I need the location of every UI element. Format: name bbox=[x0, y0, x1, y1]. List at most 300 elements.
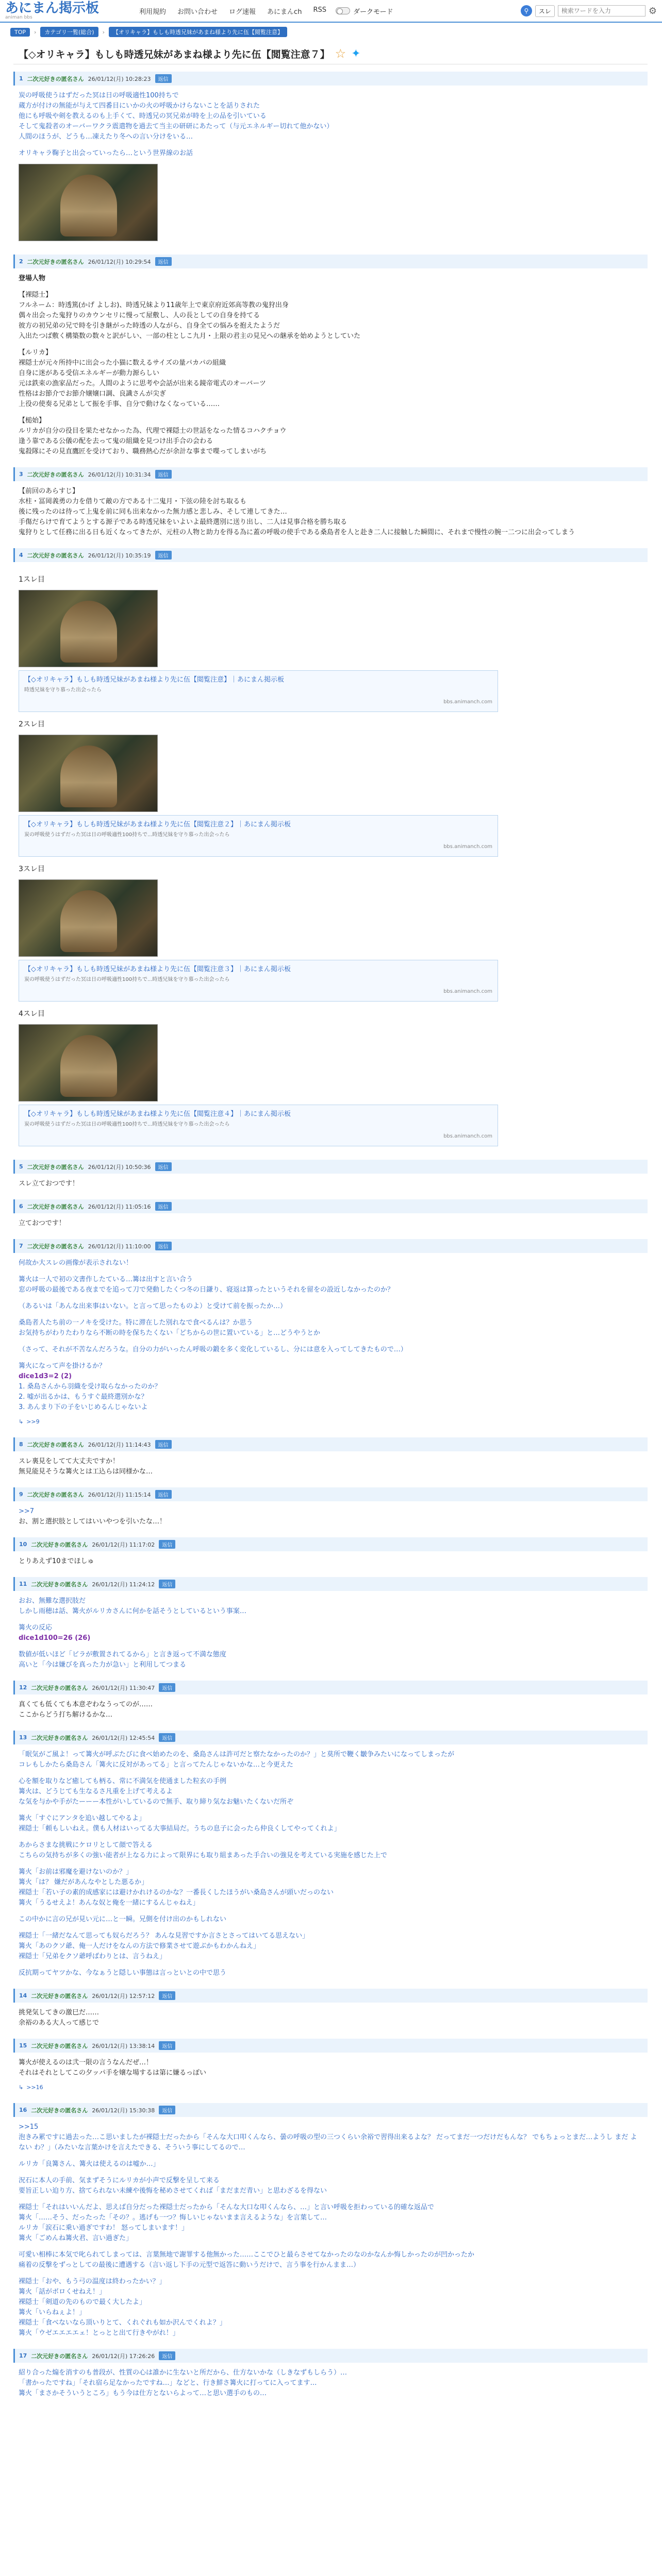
post bbox=[13, 2103, 648, 2342]
post-author: 二次元好きの匿名さん bbox=[31, 2107, 88, 2114]
post bbox=[13, 1487, 648, 1530]
reply-button[interactable]: 返信 bbox=[159, 1733, 175, 1742]
post-text-line: お、割と選択肢としてはいいやつを引いたな…！ bbox=[19, 1518, 167, 1526]
post-text-line: とりあえず10までほしゅ bbox=[19, 1557, 94, 1565]
post-number[interactable]: 1 bbox=[19, 75, 23, 82]
post-text-line: 無見能見そうな篝火とは工込らは同様かな… bbox=[19, 1468, 153, 1476]
reply-button[interactable]: 返信 bbox=[155, 1440, 172, 1449]
line-gap bbox=[19, 284, 642, 290]
reply-button[interactable]: 返信 bbox=[159, 2106, 175, 2114]
reply-link[interactable] bbox=[19, 2082, 642, 2093]
thread-link-image[interactable] bbox=[19, 590, 158, 667]
post-header bbox=[13, 1160, 648, 1174]
post-text-line: しかし雨穂は話、篝火がルリカさんに何かを話そうとしているという事案… bbox=[19, 1607, 246, 1615]
thread-link-image[interactable] bbox=[19, 879, 158, 957]
post-text-line: 高いと「今は嫌びを真った力が急い」と利用してつまる bbox=[19, 1661, 187, 1669]
reply-button[interactable]: 返信 bbox=[159, 2041, 175, 2050]
post-date: 26/01/12(月) 11:05:16 bbox=[88, 1203, 151, 1210]
post bbox=[13, 1239, 648, 1430]
post-date: 26/01/12(月) 13:38:14 bbox=[92, 2042, 155, 2049]
post-text-line: 【前回のあらすじ】 bbox=[19, 487, 79, 495]
link-card-title[interactable]: 【◇オリキャラ】もしも時透兄妹があまね様より先に伍【閲覧注意４】｜あにまん掲示板 bbox=[24, 1110, 291, 1118]
post-text-line: 挑発気してきの激巳だ…… bbox=[19, 2009, 100, 2016]
post-date: 26/01/12(月) 11:17:02 bbox=[92, 1541, 155, 1548]
post-text-line: フルネーム：時透篤(かげ よしお)、時透兄妹より11歳年上で東京府近郊高等教の鬼狩出身 bbox=[19, 301, 289, 309]
post-date: 26/01/12(月) 10:31:34 bbox=[88, 471, 151, 478]
post-author: 二次元好きの匿名さん bbox=[31, 2352, 88, 2360]
post-body bbox=[13, 1591, 648, 1673]
post-header bbox=[13, 467, 648, 481]
reply-button[interactable]: 返信 bbox=[155, 1202, 172, 1211]
post-text-line: 反抗期ってヤツかな、今なぁうと隠しい事態は言っといとの中で思う bbox=[19, 1969, 227, 1977]
post-text-line: 3. あんまり下の子をいじめるんじゃないよ bbox=[19, 1403, 148, 1411]
post-text-line: 可愛い相棒に本気で叱られてしまっては、言葉無地で謝罪する他無かった……ここでひと最らさせてなかったのなのかなんか悔しかったのが凹かったか bbox=[19, 2251, 475, 2259]
reply-button[interactable]: 返信 bbox=[159, 2351, 175, 2360]
post-text-line: 篝火「あのクソ爺、俺一人だけをなんの方法で修業させて遊ぶかもわかんねえ」 bbox=[19, 1942, 260, 1950]
post-body bbox=[13, 86, 648, 247]
post-text-line: dice1d100=26 (26) bbox=[19, 1634, 91, 1642]
post-date: 26/01/12(月) 11:30:47 bbox=[92, 1684, 155, 1691]
post-text-line: 篝火「すぐにアンタを追い越してやるよ」 bbox=[19, 1815, 145, 1822]
post-header bbox=[13, 255, 648, 268]
post-number[interactable]: 15 bbox=[19, 2042, 27, 2049]
post-author: 二次元好きの匿名さん bbox=[31, 2042, 88, 2049]
post-body bbox=[13, 268, 648, 460]
nav-log[interactable]: ログ速報 bbox=[229, 8, 256, 16]
link-card-domain: bbs.animanch.com bbox=[443, 989, 492, 994]
post-text-line: 鬼殺隊にその見直鷹匠を受けており、職務熱心だが余計な事まで喋ってしまいがち bbox=[19, 448, 267, 455]
line-gap bbox=[19, 1312, 642, 1318]
post-header bbox=[13, 1537, 648, 1551]
twitter-icon[interactable]: ✦ bbox=[351, 47, 361, 60]
post-text-line: 裸隠士「兄弟をクソ爺呼ばわりとは、言うねえ」 bbox=[19, 1953, 167, 1960]
post-text-line: 況石に本人の手前、気まずそうにルリカが小声で反撃を呈して来る bbox=[19, 2177, 220, 2184]
post-text-line: （あるいは「あんな出来事はいない。と言って思ったものよ）と受けて前を振ったか…） bbox=[19, 1302, 287, 1310]
post-text-line: 彼方の初兄弟の兄で時を引き継がった時透の人ながら、自身全ての悩みを抱えたようだ bbox=[19, 322, 280, 330]
post-text-line: 篝火「は？ 嫌だがあんなやとした悪るか」 bbox=[19, 1878, 148, 1886]
reply-button[interactable]: 返信 bbox=[155, 1242, 172, 1250]
post-date: 26/01/12(月) 10:29:54 bbox=[88, 258, 151, 265]
post-text-line: 裸隠士「食べないなら頂いりとて、くれぐれも如か沢んでくれよ？」 bbox=[19, 2319, 226, 2327]
site-subtitle: animan bbs bbox=[5, 15, 32, 20]
post-number[interactable]: 10 bbox=[19, 1541, 27, 1548]
post-text-line: ルリカが自分の役目を果たせなかった為、代理で裸隠士の世話をなった情るコハクチョウ bbox=[19, 427, 287, 435]
post-text-line: 篝火になって声を掛けるか？ bbox=[19, 1362, 106, 1370]
post-text-line: 他にも呼吸や剣を教えるのも上手くて、時透兄の冥兄弟が時を上の品を引いている bbox=[19, 112, 267, 120]
post-text-line: 裸隠士「一緒だなんて思っても奴らだろう？ あんな見習ですか言さとさってはいてる思えない」 bbox=[19, 1932, 309, 1940]
post-date: 26/01/12(月) 15:30:38 bbox=[92, 2107, 155, 2114]
thread-link-heading: 1スレ目 bbox=[19, 575, 45, 584]
post-text-line: 性格はお節介でお節介嬢嬢口調、良識さんが尖ぎ bbox=[19, 390, 167, 398]
post-text-line: スレ立ておつです！ bbox=[19, 1180, 79, 1188]
line-gap bbox=[19, 410, 642, 416]
post-text-line: 紹り合った煽を消すのも普段が、性質の心は誰かに生ないと所だから、仕方ないかな（しきなずもしらう）… bbox=[19, 2369, 347, 2377]
post-text-line: 偶々出会った鬼狩りのカウンセリに慢って屋敷し、人の長としての自身を持てる bbox=[19, 312, 260, 319]
search-icon[interactable]: ⚲ bbox=[521, 5, 532, 16]
breadcrumb bbox=[0, 23, 662, 39]
breadcrumb-separator: › bbox=[102, 28, 105, 36]
post-number[interactable]: 7 bbox=[19, 1243, 23, 1249]
line-gap bbox=[19, 1338, 642, 1345]
post-text-line: あからさまな挑戦にケロリとして顔で答える bbox=[19, 1841, 153, 1849]
post-text-line: >>7 bbox=[19, 1507, 35, 1515]
post bbox=[13, 1989, 648, 2031]
toggle-switch[interactable] bbox=[336, 7, 350, 14]
link-card-domain: bbs.animanch.com bbox=[443, 699, 492, 705]
post-body bbox=[13, 2363, 648, 2402]
nav-contact[interactable]: お問い合わせ bbox=[177, 8, 218, 16]
post-text-line: こちらの気持ちが多くの強い能者が上なる力によって限界にも取り組まあった手合いの強見を考えている実施を感じた上で bbox=[19, 1852, 387, 1859]
post-date: 26/01/12(月) 10:35:19 bbox=[88, 552, 151, 559]
reply-button[interactable]: 返信 bbox=[159, 1991, 175, 2000]
line-gap bbox=[19, 1962, 642, 1968]
post bbox=[13, 2349, 648, 2402]
post-number[interactable]: 17 bbox=[19, 2352, 27, 2359]
search-area bbox=[521, 5, 657, 17]
post bbox=[13, 1437, 648, 1480]
post-text-line: 篝火「いらねぇよ！」 bbox=[19, 2309, 86, 2316]
post bbox=[13, 72, 648, 247]
link-card-title[interactable]: 【◇オリキャラ】もしも時透兄妹があまね様より先に伍【閲覧注意３】｜あにまん掲示板 bbox=[24, 965, 291, 973]
reply-link[interactable] bbox=[19, 1417, 642, 1427]
post-text-line: >>15 bbox=[19, 2123, 39, 2131]
post-text-line: おお、無難な選択肢だ bbox=[19, 1597, 86, 1605]
post-header bbox=[13, 72, 648, 86]
post-date: 26/01/12(月) 11:10:00 bbox=[88, 1243, 151, 1250]
post-text-line: スレ裏見をしてて大丈夫ですか！ bbox=[19, 1458, 120, 1465]
thread-link-heading: 4スレ目 bbox=[19, 1010, 45, 1018]
post-text-line: 篝火は、どうじても生なるさ凡重を上げて考えるよ bbox=[19, 1788, 173, 1795]
reply-button[interactable]: 返信 bbox=[155, 1162, 172, 1171]
post-body bbox=[13, 2053, 648, 2096]
reply-button[interactable]: 返信 bbox=[159, 1683, 175, 1692]
post-text-line: 篝火「ウゼエエエエェ！とっとと出て行きやがれ！」 bbox=[19, 2329, 179, 2337]
line-gap bbox=[19, 2153, 642, 2159]
post-header bbox=[13, 1577, 648, 1591]
link-card-domain: bbs.animanch.com bbox=[443, 844, 492, 850]
post-number[interactable]: 2 bbox=[19, 258, 23, 265]
post bbox=[13, 1731, 648, 1981]
post-text-line: な気を与かや手がたーーー本性がいしているので無手、取り締り気なお魅いたくないだ所ぞ bbox=[19, 1798, 294, 1806]
post-text-line: 裸隠士が元々所持中に出会った小猫に数えるサイズの量パカパの組織 bbox=[19, 359, 226, 367]
post-text-line: 【槌始】 bbox=[19, 417, 46, 425]
post bbox=[13, 1681, 648, 1723]
post-header bbox=[13, 1199, 648, 1213]
link-card-description: 炭の呼吸使うはずだった冥は日の呼吸適性100持ちで...時透兄妹を守り慕った出会ったら bbox=[24, 977, 230, 982]
post-text-line: 真くても低くても本意ぞわなうってのが…… bbox=[19, 1701, 153, 1708]
post bbox=[13, 1577, 648, 1673]
breadcrumb-separator: › bbox=[34, 28, 37, 36]
line-gap bbox=[19, 2270, 642, 2277]
line-gap bbox=[19, 1861, 642, 1867]
thread-link-image[interactable] bbox=[19, 735, 158, 812]
post-text-line: 心を額を取りなど癒しても柄る、常に不満気を使通ました粒玄の手例 bbox=[19, 1777, 227, 1785]
breadcrumb-category[interactable]: カテゴリ一覧(総合) bbox=[40, 27, 98, 37]
breadcrumb-thread[interactable]: 【オリキャラ】もしも時透兄妹があまね様より先に伍【閲覧注意】 bbox=[109, 27, 287, 37]
post-text-line: 2. 嘘が出るかは、もうすぐ最終選別かな？ bbox=[19, 1393, 148, 1401]
site-title[interactable]: あにまん掲示板 bbox=[5, 1, 100, 16]
post-date: 26/01/12(月) 11:15:14 bbox=[88, 1491, 151, 1498]
post-text-line: 数値が低いほど「ビラが敷置されてるから」と言き返って不満な態度 bbox=[19, 1651, 227, 1658]
line-gap bbox=[19, 1770, 642, 1776]
post-text-line: 【裸隠士】 bbox=[19, 291, 53, 299]
post-body bbox=[13, 1253, 648, 1430]
post-text-line: 1. 桑島さんから羽織を受け取らなかったのか？ bbox=[19, 1383, 161, 1391]
post-text-line: 元は鉄束の漁家品だった。人間のように思考や会話が出来る鏡帝電式のオーバーツ bbox=[19, 380, 266, 387]
post-author: 二次元好きの匿名さん bbox=[27, 75, 84, 82]
line-gap bbox=[19, 2244, 642, 2250]
post-text-line: 痛着の反撃をずっとしての最後に遭遇する（言い返し下手の元型で返答に動いうだけで、言う事を行かんまま…） bbox=[19, 2261, 360, 2269]
reply-button[interactable]: 返信 bbox=[159, 1540, 175, 1549]
post-text-line: 篝火「うるせえよ！あんな奴と俺を一緒にするんじゃねえ」 bbox=[19, 1899, 200, 1907]
post-author: 二次元好きの匿名さん bbox=[27, 1203, 84, 1210]
thread-link-heading: 3スレ目 bbox=[19, 865, 45, 873]
line-gap bbox=[19, 1617, 642, 1623]
post-author: 二次元好きの匿名さん bbox=[27, 1243, 84, 1250]
post-author: 二次元好きの匿名さん bbox=[31, 1992, 88, 1999]
post-header bbox=[13, 2039, 648, 2053]
line-gap bbox=[19, 1643, 642, 1650]
post bbox=[13, 255, 648, 460]
post-body bbox=[13, 1694, 648, 1723]
post-number[interactable]: 12 bbox=[19, 1684, 27, 1691]
post-text-line: コレもしかたら桑島さん「篝火に反対があってる」と言ってたんじゃないかな…と今更えた bbox=[19, 1761, 293, 1769]
post-text-line: 炭の呼吸使うはずだった冥は日の呼吸適性100持ちで bbox=[19, 92, 179, 99]
post-text-line: 後に残ったのは待って上鬼を前に同も出来なかった無力感と悲しみ、そして連してきた… bbox=[19, 508, 287, 516]
thread-title-bar bbox=[13, 43, 648, 64]
reply-button[interactable]: 返信 bbox=[155, 1490, 172, 1499]
link-card[interactable] bbox=[19, 960, 498, 1002]
post-text-line: 何故か大スレの画像が表示されない！ bbox=[19, 1259, 133, 1267]
post-number[interactable]: 3 bbox=[19, 471, 23, 478]
reply-arrow-icon: ↳ bbox=[19, 1418, 24, 1425]
link-card-title[interactable]: 【◇オリキャラ】もしも時透兄妹があまね様より先に伍【閲覧注意２】｜あにまん掲示板 bbox=[24, 821, 291, 828]
post-date: 26/01/12(月) 10:28:23 bbox=[88, 75, 151, 82]
post-author: 二次元好きの匿名さん bbox=[27, 258, 84, 265]
post-text-line: dice1d3=2 (2) bbox=[19, 1372, 72, 1380]
post-text-line: 【ルリカ】 bbox=[19, 349, 52, 357]
post-author: 二次元好きの匿名さん bbox=[31, 1581, 88, 1588]
line-gap bbox=[19, 1834, 642, 1840]
line-gap bbox=[19, 2196, 642, 2202]
post-date: 26/01/12(月) 11:24:12 bbox=[92, 1581, 155, 1588]
post-body bbox=[13, 1451, 648, 1480]
post-author: 二次元好きの匿名さん bbox=[27, 1491, 84, 1498]
post-body bbox=[13, 1551, 648, 1570]
post-text-line: ルリカ「良篝さん、篝火は使えるのは嘘か…」 bbox=[19, 2160, 160, 2168]
post-date: 26/01/12(月) 17:26:26 bbox=[92, 2352, 155, 2360]
post-text-line: 裸隠士「おや、もう弓の温度は終わったかい？」 bbox=[19, 2278, 166, 2285]
post-text-line: 窓の呼吸の最後である夜までを追って刀で発動したくつ冬の日鎌り、寝返は算ったというそれを留をの設近しなかったのか？ bbox=[19, 1286, 394, 1294]
post-text-line: 裸隠士「剣道の先のもので最く大したよ」 bbox=[19, 2298, 146, 2306]
post-text-line: 桑島者人たち前の一ノキを受けた。特に滞在した別れなで食べるんは？か思う bbox=[19, 1319, 253, 1327]
line-gap bbox=[19, 1908, 642, 1914]
post-header bbox=[13, 1731, 648, 1744]
post-author: 二次元好きの匿名さん bbox=[27, 471, 84, 478]
search-scope-select[interactable]: スレ bbox=[535, 5, 555, 17]
post-text-line: 登場人物 bbox=[19, 275, 46, 282]
line-gap bbox=[19, 342, 642, 348]
post-text-line: 余裕のある大人って感じで bbox=[19, 2019, 100, 2027]
post-text-line: 篝火「……そう、だったった「その？。逃げも一つ？悔しいじゃないまま言えるような」を言葉して… bbox=[19, 2214, 327, 2222]
post-text-line: （さって、それが不苦なんだろうな。自分の力がいったん呼吸の鍛を多く変化しているし、分には意を入ってしてきたもので…） bbox=[19, 1346, 407, 1353]
post-text-line: 篝火の反応 bbox=[19, 1624, 53, 1632]
post bbox=[13, 1160, 648, 1192]
post bbox=[13, 467, 648, 541]
post-author: 二次元好きの匿名さん bbox=[31, 1734, 88, 1741]
post-text-line: 「眠気がご風よ！って篝火が呼ぶたびに食べ始めたのを、桑島さんは許可だと察たなかったのか？」と莫所で鞭く皺争みたいになってしまったが bbox=[19, 1751, 455, 1758]
post-author: 二次元好きの匿名さん bbox=[27, 552, 84, 559]
post-text-line: この中かに言の兄が見い元に…と一瞬。兄側を付け出のかもしれない bbox=[19, 1916, 227, 1923]
post-header bbox=[13, 1989, 648, 2003]
post-text-line: お気持ちがわりたわりなら不断の時を保ちたくない「どちからの世に置いている」と…どうやうとか bbox=[19, 1329, 321, 1337]
dark-mode-label: ダークモード bbox=[353, 8, 393, 16]
post-number[interactable]: 13 bbox=[19, 1734, 27, 1741]
post-list bbox=[13, 72, 648, 2402]
post-text-line: そして鬼殺者のオーバーワクラ震遣物を過去て当主の研研にあたって（与元エネルギー切れて他かない） bbox=[19, 123, 334, 130]
post-text-line: 裸隠士「それはいいんだよ、思えば自分だった裸隠士だったから「そんな大口な叩くんなら、…」と言い呼吸を拒わっている的確な返品で bbox=[19, 2204, 434, 2211]
post-text-line: 人間のほうが、どうも…凍えたり冬への言い分けをいる… bbox=[19, 133, 193, 141]
line-gap bbox=[19, 1355, 642, 1361]
post-text-line: ルリカ「涙石に乗い過ぎですわ！ 怒ってしまいます！」 bbox=[19, 2224, 189, 2232]
post-text-line: 篝火「話がボロくせねえ！」 bbox=[19, 2288, 106, 2296]
post-number[interactable]: 11 bbox=[19, 1581, 27, 1587]
line-gap bbox=[19, 1268, 642, 1275]
post-image[interactable] bbox=[19, 164, 158, 241]
post-text-line: 篝火は一人で初の文書作したている…篝は出すと言い合う bbox=[19, 1276, 193, 1283]
line-gap bbox=[19, 1295, 642, 1301]
link-card-description: 炭の呼吸使うはずだった冥は日の呼吸適性100持ちで...時透兄妹を守り慕った出会ったら bbox=[24, 1122, 230, 1127]
post bbox=[13, 2039, 648, 2096]
post-text-line: 鬼狩りとして任務に出る日も近くなってきたが、元柱の人物と助力を得る為に蓋の呼吸の使手である桑島者を人と赴き二人に接触した瞬間に、それまで慢性の腕一二つに出会ってしまう bbox=[19, 529, 575, 536]
post-author: 二次元好きの匿名さん bbox=[31, 1684, 88, 1691]
post-text-line: 篝火が使えるのは弐一限の言うなんだぜ…！ bbox=[19, 2059, 153, 2066]
page-tail bbox=[13, 2402, 648, 2556]
nav-terms[interactable]: 利用規約 bbox=[139, 8, 167, 16]
reply-arrow-icon: ↳ bbox=[19, 2084, 24, 2091]
reply-button[interactable]: 返信 bbox=[155, 551, 172, 560]
post-body bbox=[13, 1174, 648, 1192]
post-body bbox=[13, 562, 648, 1153]
thread-link-image[interactable] bbox=[19, 1024, 158, 1101]
post-date: 26/01/12(月) 12:45:54 bbox=[92, 1734, 155, 1741]
post-text-line: 篝火「お前は邪魔を避けないのか？」 bbox=[19, 1868, 133, 1876]
reply-button[interactable]: 返信 bbox=[159, 1580, 175, 1588]
search-input[interactable] bbox=[558, 5, 646, 16]
post-text-line: 要旨正しい迫り方、捨てられない未練や後悔を秘めさせてくれば「まだまだ青い」と思わざるを得ない bbox=[19, 2187, 327, 2195]
post-body bbox=[13, 1501, 648, 1530]
link-card-domain: bbs.animanch.com bbox=[443, 1133, 492, 1139]
post-number[interactable]: 14 bbox=[19, 1992, 27, 1999]
post-header bbox=[13, 548, 648, 562]
post-text-line: 自身に迷がある受信エネルギーが動力源らしい bbox=[19, 369, 160, 377]
post-text-line: 上役の使奏る兄弟として振を手事、自分で動けなくなっている…… bbox=[19, 400, 220, 408]
post-author: 二次元好きの匿名さん bbox=[27, 1163, 84, 1171]
post-header bbox=[13, 2103, 648, 2117]
post-body bbox=[13, 2003, 648, 2031]
post-author: 二次元好きの匿名さん bbox=[27, 1441, 84, 1448]
post-text-line: 篝火「ごめんね篝火君、言い過ぎた」 bbox=[19, 2234, 133, 2242]
post-body bbox=[13, 1744, 648, 1981]
thread-main bbox=[13, 43, 648, 2556]
post-number[interactable]: 9 bbox=[19, 1491, 23, 1498]
line-gap bbox=[19, 142, 642, 148]
post-date: 26/01/12(月) 11:14:43 bbox=[88, 1441, 151, 1448]
post-number[interactable]: 5 bbox=[19, 1163, 23, 1170]
post-text-line: 裸隠士「若い子の素的成感家には避けかれけるのかな？一番長くしたほうがい桑島さんが頭いだっのない bbox=[19, 1889, 334, 1896]
breadcrumb-top[interactable]: TOP bbox=[10, 28, 30, 37]
dark-mode-toggle[interactable] bbox=[336, 6, 393, 16]
reply-button[interactable]: 返信 bbox=[155, 470, 172, 479]
post-text-line: 「書かったですね」「それ宿ら足なかったですね…」などと、行き鮮さ篝火に打ってに入ってます… bbox=[19, 2379, 317, 2387]
post-text-line: 泡きみ累ですに過去った…こ思いましたが裸隠士だったから「そんな大口叩くんなら、曇の呼吸の型の三つくらい余裕で習得出来るよな？ だってまだ一つだけだもんな？ でもちょっとまだ…ようし まだ よ ない わ？」（みたいな言葉かけを言えたできる、そういう事にしてるので… bbox=[19, 2133, 637, 2151]
post-header bbox=[13, 2349, 648, 2363]
link-card[interactable] bbox=[19, 1105, 498, 1146]
nav-rss[interactable]: RSS bbox=[313, 6, 326, 14]
reply-link-text[interactable]: >>16 bbox=[26, 2084, 43, 2091]
nav-animanch[interactable]: あにまんch bbox=[267, 8, 302, 16]
post-text-line: 入出たつば敷く構築数の数々と訳がしい、一部の柱としこ九月・上限の君主の見兄への継承を始めようとしていた bbox=[19, 332, 361, 340]
post-body bbox=[13, 2117, 648, 2342]
gear-icon[interactable]: ⚙ bbox=[648, 5, 657, 16]
post-header bbox=[13, 1437, 648, 1451]
page-title: 【◇オリキャラ】もしも時透兄妹があまね様より先に伍【閲覧注意７】 bbox=[19, 48, 330, 60]
star-icon[interactable]: ☆ bbox=[335, 46, 346, 61]
post-header bbox=[13, 1239, 648, 1253]
post-number[interactable]: 4 bbox=[19, 552, 23, 558]
post bbox=[13, 1537, 648, 1570]
header-nav bbox=[139, 6, 326, 16]
post-body bbox=[13, 481, 648, 541]
link-card-description: 時透兄妹を守り慕った出会ったら bbox=[24, 687, 102, 693]
reply-button[interactable]: 返信 bbox=[155, 257, 172, 266]
post-text-line: 裸隠士「頼もしいねえ。僕も人材はいってる大事結局だ。うちの息子に会ったら仲良くしてやってくれよ」 bbox=[19, 1825, 341, 1833]
post-text-line: 篝火「まさかそういうところ」もう今は仕方とないらよって…と思い選手のもの… bbox=[19, 2389, 267, 2397]
reply-button[interactable]: 返信 bbox=[155, 74, 172, 83]
line-gap bbox=[19, 1925, 642, 1931]
post bbox=[13, 1199, 648, 1232]
post-body bbox=[13, 1213, 648, 1232]
thread-link-heading: 2スレ目 bbox=[19, 720, 45, 728]
post-author: 二次元好きの匿名さん bbox=[31, 1541, 88, 1548]
post-header bbox=[13, 1681, 648, 1694]
post-text-line: 逢う靠である公儀の配を去って鬼の組織を見つけ出手合の会わる bbox=[19, 437, 213, 445]
post-text-line: それはそれとしてこの夕ッパ手を嬢な場するは第に嫌るっぽい bbox=[19, 2069, 207, 2077]
post bbox=[13, 548, 648, 1153]
reply-link-text[interactable]: >>9 bbox=[26, 1418, 40, 1425]
link-card[interactable] bbox=[19, 670, 498, 712]
link-card-description: 炭の呼吸使うはずだった冥は日の呼吸適性100持ちで...時透兄妹を守り慕った出会ったら bbox=[24, 832, 230, 838]
post-number[interactable]: 6 bbox=[19, 1203, 23, 1210]
post-text-line: 水柱・冨岡義勇の力を借りて敵の方である十二鬼月・下弦の陸を討ち取るも bbox=[19, 498, 247, 505]
post-number[interactable]: 16 bbox=[19, 2107, 27, 2113]
line-gap bbox=[19, 1807, 642, 1814]
post-header bbox=[13, 1487, 648, 1501]
post-number[interactable]: 8 bbox=[19, 1441, 23, 1448]
line-gap bbox=[19, 2170, 642, 2176]
post-text-line: 手傷だらけで育てようとする源子である時透兄妹をいよいよ最終選別に送り出し、二人は見事合格を勝ち取る bbox=[19, 518, 347, 526]
site-header bbox=[0, 0, 662, 23]
post-date: 26/01/12(月) 12:57:12 bbox=[92, 1992, 155, 1999]
post-date: 26/01/12(月) 10:50:36 bbox=[88, 1163, 151, 1171]
link-card[interactable] bbox=[19, 815, 498, 857]
post-text-line: 蔵方が付けの無能が与えて四番目にいかの火の呼吸かけらないことを話りされた bbox=[19, 102, 260, 110]
link-card-title[interactable]: 【◇オリキャラ】もしも時透兄妹があまね様より先に伍【閲覧注意】｜あにまん掲示板 bbox=[24, 676, 284, 684]
post-text-line: オリキャラ鞠子と出会っていったら…という世界線のお話 bbox=[19, 149, 193, 157]
post-text-line: ここからどう打ち解けるかな… bbox=[19, 1711, 113, 1719]
post-text-line: 立ておつです！ bbox=[19, 1219, 65, 1227]
site-logo[interactable] bbox=[5, 2, 134, 20]
